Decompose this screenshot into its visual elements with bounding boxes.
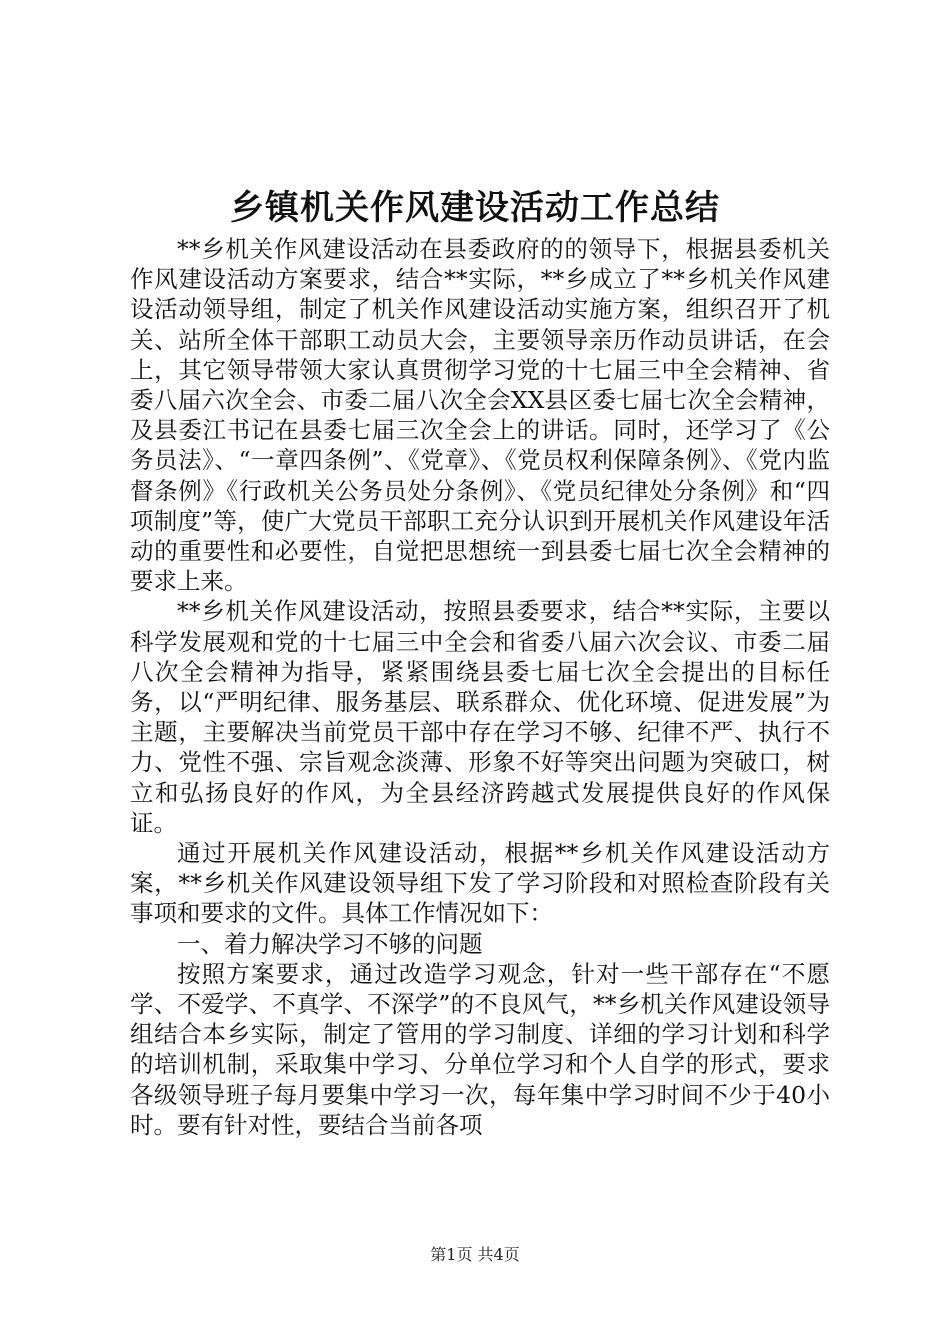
document-title: 乡镇机关作风建设活动工作总结 — [230, 188, 720, 228]
paragraph-1: **乡机关作风建设活动在县委政府的的领导下，根据县委机关作风建设活动方案要求，结合**实际，**乡成立了**乡机关作风建设活动领导组，制定了机关作风建设活动实施方案，组织召开了机关、站所全体干部职工动员大会，主要领导亲历作动员讲话，在会上，其它领导带领大家认真贯彻学习党的十七届三中全会精神、省委八届六次全会、市委二届八次全会XX县区委七届七次全会精神，及县委江书记在县委七届三次全会上的讲话。同时，还学习了《公务员法》、“一章四条例”、《党章》、《党员权利保障条例》、《党内监督条例》《行政机关公务员处分条例》、《党员纪律处分条例》和“四项制度”等，使广大党员干部职工充分认识到开展机关作风建设年活动的重要性和必要性，自觉把思想统一到县委七届七次全会精神的要求上来。 — [130, 235, 830, 596]
document-body — [130, 234, 830, 1140]
page-number-footer: 第1页 共4页 — [430, 1245, 520, 1264]
paragraph-2: **乡机关作风建设活动，按照县委要求，结合**实际，主要以科学发展观和党的十七届三中全会和省委八届六次会议、市委二届八次全会精神为指导，紧紧围绕县委七届七次全会提出的目标任务，以“严明纪律、服务基层、联系群众、优化环境、促进发展”为主题，主要解决当前党员干部中存在学习不够、纪律不严、执行不力、党性不强、宗旨观念淡薄、形象不好等突出问题为突破口，树立和弘扬良好的作风，为全县经济跨越式发展提供良好的作风保证。 — [130, 597, 830, 837]
paragraph-3: 通过开展机关作风建设活动，根据**乡机关作风建设活动方案，**乡机关作风建设领导组下发了学习阶段和对照检查阶段有关事项和要求的文件。具体工作情况如下： — [130, 839, 830, 928]
section-heading-1: 一、着力解决学习不够的问题 — [177, 929, 483, 958]
paragraph-4: 按照方案要求，通过改造学习观念，针对一些干部存在“不愿学、不爱学、不真学、不深学”的不良风气，**乡机关作风建设领导组结合本乡实际，制定了管用的学习制度、详细的学习计划和科学的培训机制，采取集中学习、分单位学习和个人自学的形式，要求各级领导班子每月要集中学习一次，每年集中学习时间不少于40小时。要有针对性，要结合当前各项 — [130, 959, 830, 1139]
